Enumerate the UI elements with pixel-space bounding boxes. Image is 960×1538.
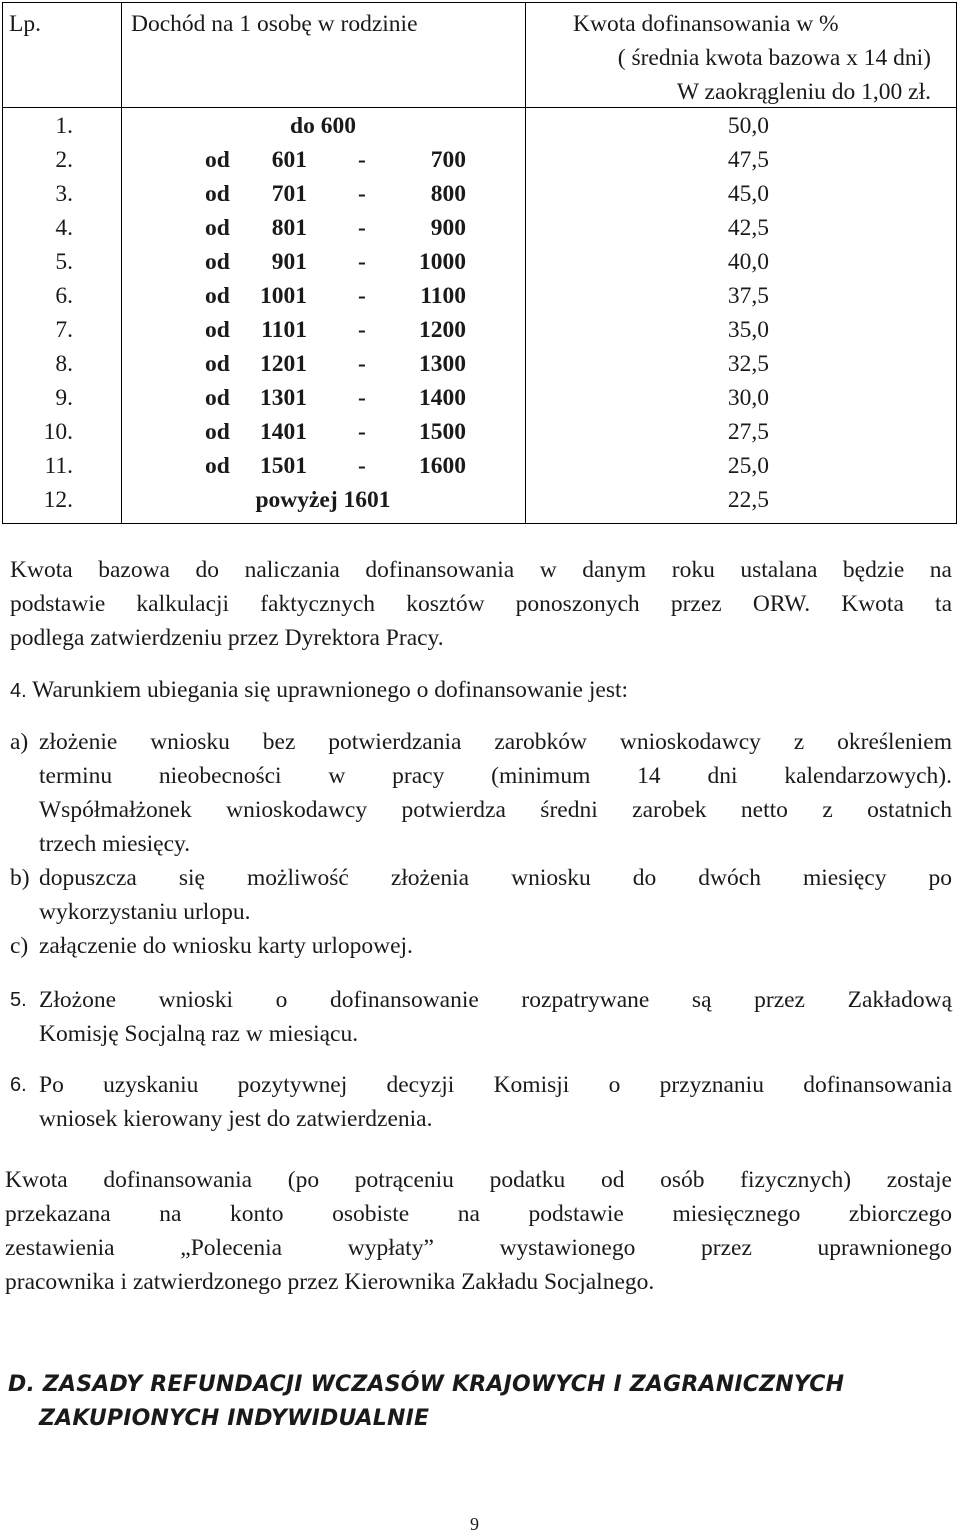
point-5 xyxy=(39,983,952,1051)
range-prefix: od xyxy=(205,453,230,479)
range-dash: - xyxy=(358,283,366,309)
range-to: 1300 xyxy=(419,351,466,377)
range-from: 701 xyxy=(271,181,307,207)
header-amount-line3: W zaokrągleniu do 1,00 zł. xyxy=(676,79,931,105)
table-row xyxy=(3,211,956,245)
note-line: przekazana na konto osobiste na podstawie miesięcznego zbiorczego xyxy=(5,1201,952,1227)
row-number: 4. xyxy=(55,215,73,241)
table-row xyxy=(3,313,956,347)
point-line: wniosek kierowany jest do zatwierdzenia. xyxy=(39,1106,433,1132)
range-to: 1600 xyxy=(419,453,466,479)
row-number: 8. xyxy=(55,351,73,377)
range-from: 1501 xyxy=(260,453,307,479)
range-prefix: od xyxy=(205,215,230,241)
subsidy-percent: 50,0 xyxy=(727,113,769,139)
note-line: Kwota dofinansowania (po potrąceniu podatku od osób fizycznych) zostaje xyxy=(5,1167,952,1193)
table-row xyxy=(3,415,956,449)
table-row xyxy=(3,177,956,211)
range-prefix: od xyxy=(205,249,230,275)
range-to: 700 xyxy=(430,147,466,173)
table-row xyxy=(3,109,956,143)
range-from: 1301 xyxy=(260,385,307,411)
range-to: 1100 xyxy=(420,283,466,309)
range-dash: - xyxy=(358,215,366,241)
item-line: trzech miesięcy. xyxy=(39,831,191,857)
point-4 xyxy=(10,673,952,708)
transfer-note xyxy=(5,1163,952,1299)
point-6 xyxy=(39,1068,952,1136)
section-heading-line2: ZAKUPIONYCH INDYWIDUALNIE xyxy=(39,1406,430,1431)
range-from: 901 xyxy=(271,249,307,275)
header-amount-line2: ( średnia kwota bazowa x 14 dni) xyxy=(617,45,931,71)
range-prefix: od xyxy=(205,385,230,411)
note-line: zestawienia „Polecenia wypłaty” wystawionego przez uprawnionego xyxy=(5,1235,952,1261)
range-to: 800 xyxy=(430,181,466,207)
row-number: 11. xyxy=(44,453,73,479)
point-line: Komisję Socjalną raz w miesiącu. xyxy=(39,1021,359,1047)
range-to: 1400 xyxy=(419,385,466,411)
range-to: 1200 xyxy=(419,317,466,343)
header-income: Dochód na 1 osobę w rodzinie xyxy=(131,11,418,37)
row-number: 5. xyxy=(55,249,73,275)
range-prefix: od xyxy=(205,283,230,309)
row-number: 10. xyxy=(43,419,73,445)
range-to: 900 xyxy=(430,215,466,241)
subsidy-percent: 37,5 xyxy=(727,283,769,309)
header-lp: Lp. xyxy=(9,11,41,37)
subsidy-table xyxy=(2,2,957,524)
range-from: 601 xyxy=(271,147,307,173)
row-number: 1. xyxy=(55,113,73,139)
range-prefix: od xyxy=(205,181,230,207)
subsidy-percent: 45,0 xyxy=(727,181,769,207)
range-to: 1000 xyxy=(419,249,466,275)
point-line: Złożone wnioski o dofinansowanie rozpatrywane są przez Zakładową xyxy=(39,987,952,1013)
item-line: dopuszcza się możliwość złożenia wniosku do dwóch miesięcy po xyxy=(39,865,952,891)
range-from: 1401 xyxy=(260,419,307,445)
item-letter: a) xyxy=(10,729,29,755)
note-line: Kwota bazowa do naliczania dofinansowania w danym roku ustalana będzie na xyxy=(10,557,952,583)
range-dash: - xyxy=(358,147,366,173)
point-number: 4. xyxy=(10,680,27,702)
item-line: załączenie do wniosku karty urlopowej. xyxy=(39,933,413,959)
range-prefix: od xyxy=(205,317,230,343)
range-dash: - xyxy=(358,419,366,445)
table-row xyxy=(3,245,956,279)
row-number: 6. xyxy=(55,283,73,309)
point-text: Warunkiem ubiegania się uprawnionego o dofinansowanie jest: xyxy=(32,677,629,703)
range-to: 1500 xyxy=(419,419,466,445)
header-amount-line1: Kwota dofinansowania w % xyxy=(573,11,839,37)
point-line: Po uzyskaniu pozytywnej decyzji Komisji o przyznaniu dofinansowania xyxy=(39,1072,952,1098)
range-prefix: od xyxy=(205,351,230,377)
income-range: powyżej 1601 xyxy=(255,487,391,513)
range-dash: - xyxy=(358,249,366,275)
range-from: 801 xyxy=(271,215,307,241)
subsidy-percent: 27,5 xyxy=(727,419,769,445)
range-from: 1201 xyxy=(260,351,307,377)
range-dash: - xyxy=(358,351,366,377)
item-a xyxy=(39,725,952,861)
item-line: terminu nieobecności w pracy (minimum 14 dni kalendarzowych). xyxy=(39,763,952,789)
item-line: wykorzystaniu urlopu. xyxy=(39,899,251,925)
subsidy-percent: 25,0 xyxy=(727,453,769,479)
item-c xyxy=(39,929,952,963)
table-row xyxy=(3,143,956,177)
income-range: do 600 xyxy=(290,113,356,139)
range-dash: - xyxy=(358,317,366,343)
section-heading-line1: D. ZASADY REFUNDACJI WCZASÓW KRAJOWYCH I ZAGRANICZNYCH xyxy=(8,1372,845,1397)
point-number: 5. xyxy=(10,989,27,1011)
item-letter: c) xyxy=(10,933,29,959)
page-number: 9 xyxy=(470,1514,479,1534)
table-row xyxy=(3,381,956,415)
subsidy-percent: 47,5 xyxy=(727,147,769,173)
subsidy-percent: 35,0 xyxy=(727,317,769,343)
table-row xyxy=(3,279,956,313)
point-number: 6. xyxy=(10,1074,27,1096)
range-from: 1101 xyxy=(261,317,307,343)
subsidy-percent: 32,5 xyxy=(727,351,769,377)
range-prefix: od xyxy=(205,419,230,445)
range-dash: - xyxy=(358,453,366,479)
item-b xyxy=(39,861,952,929)
range-dash: - xyxy=(358,385,366,411)
row-number: 9. xyxy=(55,385,73,411)
item-line: Współmałżonek wnioskodawcy potwierdza średni zarobek netto z ostatnich xyxy=(39,797,952,823)
item-letter: b) xyxy=(10,865,30,891)
row-number: 2. xyxy=(55,147,73,173)
subsidy-percent: 30,0 xyxy=(727,385,769,411)
range-prefix: od xyxy=(205,147,230,173)
note-line: pracownika i zatwierdzonego przez Kierownika Zakładu Socjalnego. xyxy=(5,1269,655,1295)
table-row xyxy=(3,483,956,517)
subsidy-percent: 42,5 xyxy=(727,215,769,241)
row-number: 12. xyxy=(43,487,73,513)
row-number: 7. xyxy=(55,317,73,343)
table-row xyxy=(3,347,956,381)
range-from: 1001 xyxy=(260,283,307,309)
base-amount-note xyxy=(10,553,952,655)
note-line: podlega zatwierdzeniu przez Dyrektora Pracy. xyxy=(10,625,444,651)
note-line: podstawie kalkulacji faktycznych kosztów ponoszonych przez ORW. Kwota ta xyxy=(10,591,952,617)
range-dash: - xyxy=(358,181,366,207)
subsidy-percent: 40,0 xyxy=(727,249,769,275)
subsidy-percent: 22,5 xyxy=(727,487,769,513)
item-line: złożenie wniosku bez potwierdzania zarobków wnioskodawcy z określeniem xyxy=(39,729,952,755)
row-number: 3. xyxy=(55,181,73,207)
table-row xyxy=(3,449,956,483)
